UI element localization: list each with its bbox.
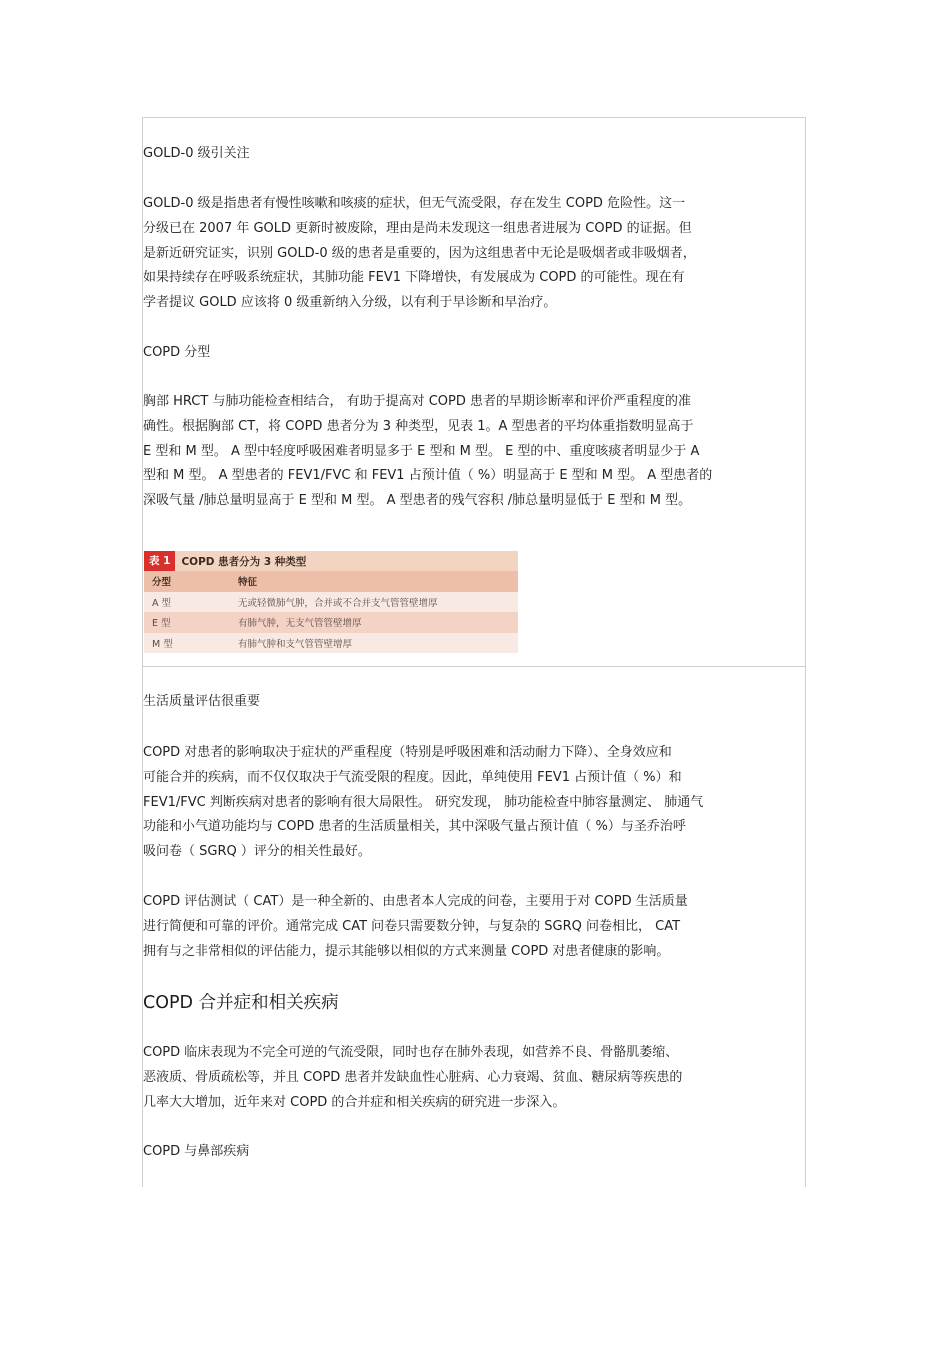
table-header-cell: 特征 <box>238 577 258 589</box>
table-cell: 有肺气肿，无支气管管壁增厚 <box>238 618 362 630</box>
gold0-paragraph <box>143 192 805 316</box>
quality-heading: 生活质量评估很重要 <box>143 694 261 709</box>
text-line: 胸部 HRCT 与肺功能检查相结合， 有助于提高对 COPD 患者的早期诊断率和评价严重程度的准 <box>143 394 692 409</box>
table-row <box>144 633 518 654</box>
text-line: GOLD-0 级是指患者有慢性咳嗽和咳痰的症状，但无气流受限，存在发生 COPD 危险性。这一 <box>143 196 686 211</box>
table-header-row <box>144 571 518 592</box>
gold0-heading: GOLD-0 级引关注 <box>143 146 250 161</box>
table-header-cell: 分型 <box>152 577 172 589</box>
table-tag: 表 1 <box>144 551 175 571</box>
table-row <box>144 592 518 613</box>
table-cell: E 型 <box>152 618 171 630</box>
table-cell: 无或轻微肺气肿，合并或不合并支气管管壁增厚 <box>238 597 438 609</box>
text-line: 恶液质、骨质疏松等，并且 COPD 患者并发缺血性心脏病、心力衰竭、贫血、糖尿病等疾患的 <box>143 1069 683 1085</box>
text-line: 学者提议 GOLD 应该将 0 级重新纳入分级，以有利于早诊断和早治疗。 <box>143 295 557 311</box>
text-line: COPD 对患者的影响取决于症状的严重程度（特别是呼吸困难和活动耐力下降）、全身效应和 <box>143 745 672 760</box>
quality-paragraph-2 <box>143 890 805 964</box>
text-line: 如果持续存在呼吸系统症状，其肺功能 FEV1 下降增快，有发展成为 COPD 的可能性。现在有 <box>143 270 685 286</box>
text-line: COPD 临床表现为不完全可逆的气流受限，同时也存在肺外表现，如营养不良、骨骼肌萎缩、 <box>143 1045 679 1060</box>
table-title-bar <box>144 551 518 571</box>
quality-paragraph-1 <box>143 741 805 865</box>
text-line: 功能和小气道功能均与 COPD 患者的生活质量相关，其中深吸气量占预计值（ %）与圣乔治呼 <box>143 819 686 835</box>
text-line: COPD 评估测试（ CAT）是一种全新的、由患者本人完成的问卷，主要用于对 COPD 生活质量 <box>143 894 688 909</box>
copd-type-table <box>144 551 518 653</box>
text-line: 可能合并的疾病，而不仅仅取决于气流受限的程度。因此，单纯使用 FEV1 占预计值（ %）和 <box>143 769 682 785</box>
nasal-heading: COPD 与鼻部疾病 <box>143 1144 250 1159</box>
table-cell: M 型 <box>152 638 173 650</box>
text-line: 拥有与之非常相似的评估能力，提示其能够以相似的方式来测量 COPD 对患者健康的影响。 <box>143 943 670 959</box>
text-line: E 型和 M 型。 A 型中轻度呼吸困难者明显多于 E 型和 M 型。 E 型的中、重度咳痰者明显少于 A <box>143 443 700 459</box>
copd-type-paragraph <box>143 390 805 514</box>
comorbid-paragraph <box>143 1041 805 1115</box>
comorbid-heading: COPD 合并症和相关疾病 <box>143 993 339 1013</box>
text-line: 深吸气量 /肺总量明显高于 E 型和 M 型。 A 型患者的残气容积 /肺总量明显低于 E 型和 M 型。 <box>143 493 692 509</box>
table-cell: 有肺气肿和支气管管壁增厚 <box>238 638 353 650</box>
text-line: 确性。根据胸部 CT，将 COPD 患者分为 3 种类型，见表 1。A 型患者的平均体重指数明显高于 <box>143 418 694 434</box>
text-line: 是新近研究证实，识别 GOLD-0 级的患者是重要的，因为这组患者中无论是吸烟者或非吸烟者， <box>143 245 696 261</box>
table-row <box>144 612 518 633</box>
text-line: 分级已在 2007 年 GOLD 更新时被废除，理由是尚未发现这一组患者进展为 COPD 的证据。但 <box>143 220 692 236</box>
text-line: 吸问卷（ SGRQ ）评分的相关性最好。 <box>143 844 371 860</box>
copd-type-heading: COPD 分型 <box>143 345 211 360</box>
table-cell: A 型 <box>152 597 172 609</box>
text-line: 进行简便和可靠的评价。通常完成 CAT 问卷只需要数分钟，与复杂的 SGRQ 问卷相比， CAT <box>143 918 681 934</box>
table-title: COPD 患者分为 3 种类型 <box>181 555 307 568</box>
text-line: 几率大大增加，近年来对 COPD 的合并症和相关疾病的研究进一步深入。 <box>143 1094 566 1110</box>
text-line: 型和 M 型。 A 型患者的 FEV1/FVC 和 FEV1 占预计值（ %）明显高于 E 型和 M 型。 A 型患者的 <box>143 468 713 484</box>
text-line: FEV1/FVC 判断疾病对患者的影响有很大局限性。 研究发现， 肺功能检查中肺容量测定、 肺通气 <box>143 794 704 810</box>
